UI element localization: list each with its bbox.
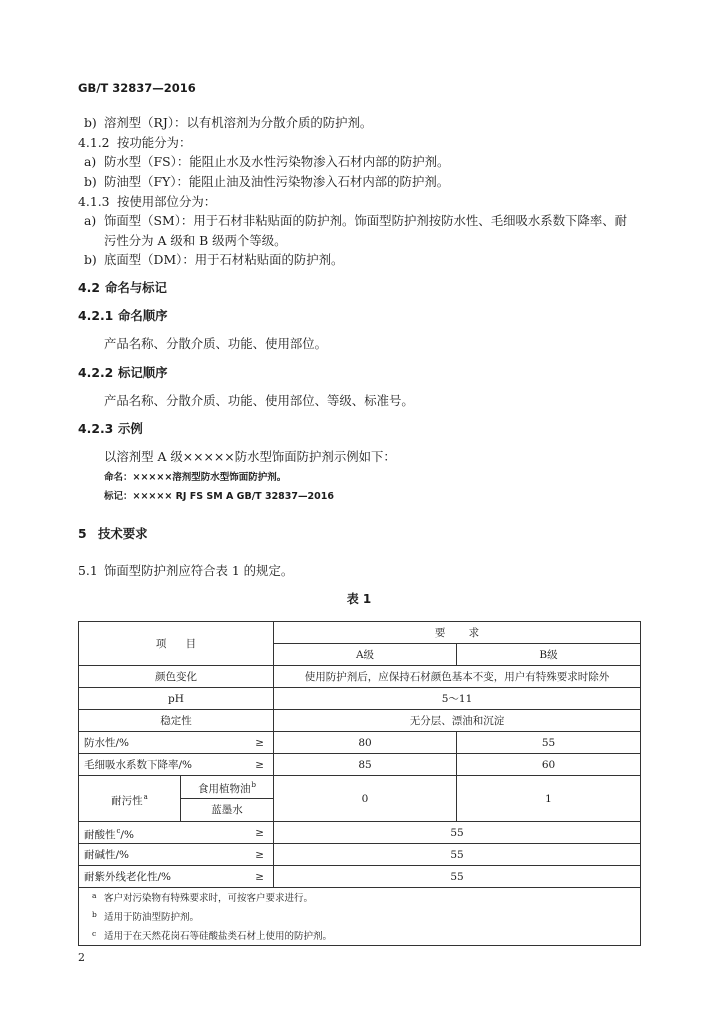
row-value-stain-grade-a: 0: [274, 776, 457, 822]
row-value-ph: 5～11: [274, 688, 641, 710]
operator-symbol: ≥: [255, 870, 264, 883]
list-item-continuation: 污性分为 A 级和 B 级两个等级。: [104, 233, 287, 248]
operator-symbol: ≥: [255, 848, 264, 861]
row-label-text: 食用植物油: [198, 783, 251, 795]
clause-number: 5: [78, 526, 87, 541]
row-label-text: 耐碱性/%: [84, 848, 130, 861]
list-item-oil-type: [84, 175, 449, 189]
row-value-capillary-grade-a: 85: [274, 754, 457, 776]
header-grade-b: B级: [457, 644, 641, 666]
table-row: [79, 666, 641, 688]
footnote-mark: b: [92, 910, 97, 919]
list-item-text: 防水型（FS）：能阻止水及水性污染物渗入石材内部的防护剂。: [104, 154, 450, 169]
clause-title: 按使用部位分为：: [117, 194, 217, 209]
clause-heading-4-2-2: [78, 366, 168, 380]
row-label-text: 防水性/%: [84, 736, 130, 749]
clause-number: 4.1.2: [78, 135, 110, 150]
example-marking: 标记：××××× RJ FS SM A GB/T 32837—2016: [104, 491, 334, 502]
row-sublabel-edible-oil: [181, 776, 274, 799]
clause-heading-4-1-2: [78, 136, 191, 150]
clause-heading-4-2-3: [78, 422, 143, 436]
header-grade-a: A级: [274, 644, 457, 666]
list-item-text: 饰面型（SM）：用于石材非粘贴面的防护剂。饰面型防护剂按防水性、毛细吸水系数下降率、耐: [104, 213, 627, 228]
footnote-ref: c: [116, 826, 121, 835]
table-row: [79, 732, 641, 754]
row-label-stability: 稳定性: [79, 710, 274, 732]
table-footnote-row: [79, 888, 641, 946]
row-value-water-grade-a: 80: [274, 732, 457, 754]
operator-symbol: ≥: [255, 826, 264, 839]
clause-number: 4.1.3: [78, 194, 110, 209]
list-item-back-type: [84, 253, 343, 267]
clause-number: 4.2: [78, 280, 100, 295]
list-item-text: 底面型（DM）：用于石材粘贴面的防护剂。: [104, 252, 344, 267]
row-label-water-repellency: [79, 732, 274, 754]
row-value-alkali-resistance: 55: [274, 844, 641, 866]
clause-title: 标记顺序: [118, 365, 168, 380]
table-caption: 表 1: [346, 592, 372, 606]
row-label-text: 耐紫外线老化性/%: [84, 870, 172, 883]
footnote-mark: a: [92, 891, 97, 900]
clause-title: 按功能分为：: [117, 135, 192, 150]
page-number: 2: [78, 951, 85, 964]
clause-number: 4.2.2: [78, 365, 114, 380]
row-value-water-grade-b: 55: [457, 732, 641, 754]
row-label-uv-aging: [79, 866, 274, 888]
clause-title: 示例: [118, 421, 143, 436]
clause-heading-4-1-3: [78, 195, 216, 209]
clause-body-4-2-1: 产品名称、分散介质、功能、使用部位。: [104, 336, 328, 351]
table-row: [79, 776, 641, 799]
operator-symbol: ≥: [255, 736, 264, 749]
row-value-stability: 无分层、漂油和沉淀: [274, 710, 641, 732]
row-sublabel-blue-ink: 蓝墨水: [181, 799, 274, 822]
list-item-solvent-type: [84, 116, 372, 130]
operator-symbol: ≥: [255, 758, 264, 771]
list-item-text: 防油型（FY）：能阻止油及油性污染物渗入石材内部的防护剂。: [104, 174, 450, 189]
table-1: [78, 621, 641, 946]
list-marker: b): [84, 174, 97, 189]
table-row: [79, 688, 641, 710]
row-label-capillary-reduction: [79, 754, 274, 776]
row-value-uv-aging: 55: [274, 866, 641, 888]
list-marker: a): [84, 213, 97, 228]
row-label-ph: pH: [79, 688, 274, 710]
clause-number: 4.2.1: [78, 308, 114, 323]
table-row: [79, 822, 641, 844]
table-footnote: [92, 926, 640, 945]
footnote-text: 客户对污染物有特殊要求时，可按客户要求进行。: [104, 893, 314, 904]
clause-body-4-2-3: 以溶剂型 A 级×××××防水型饰面防护剂示例如下：: [104, 449, 396, 464]
row-label-text: 耐污性: [111, 794, 143, 807]
row-value-color-change: 使用防护剂后，应保持石材颜色基本不变，用户有特殊要求时除外: [274, 666, 641, 688]
table-footnote: [92, 888, 640, 907]
list-marker: a): [84, 154, 97, 169]
table-row: [79, 754, 641, 776]
list-marker: b): [84, 252, 97, 267]
clause-body-4-2-2: 产品名称、分散介质、功能、使用部位、等级、标准号。: [104, 393, 414, 408]
clause-heading-5: [78, 527, 148, 541]
list-item-text: 溶剂型（RJ）：以有机溶剂为分散介质的防护剂。: [104, 115, 373, 130]
table-footnotes: [79, 888, 641, 946]
row-label-text: 耐酸性$^c$/%: [84, 826, 134, 841]
footnote-ref: a: [143, 792, 148, 801]
table-row: [79, 710, 641, 732]
row-label-color-change: 颜色变化: [79, 666, 274, 688]
row-value-stain-grade-b: 1: [457, 776, 641, 822]
clause-title: 技术要求: [98, 526, 148, 541]
table-row: [79, 866, 641, 888]
footnote-mark: c: [92, 929, 97, 938]
footnote-text: 适用于防油型防护剂。: [104, 912, 200, 923]
list-item-water-type: [84, 155, 449, 169]
table-header-row: [79, 622, 641, 644]
clause-text: 饰面型防护剂应符合表 1 的规定。: [104, 563, 294, 578]
footnote-text: 适用于在天然花岗石等硅酸盐类石材上使用的防护剂。: [104, 931, 333, 942]
clause-title: 命名与标记: [105, 280, 167, 295]
row-value-acid-resistance: 55: [274, 822, 641, 844]
row-label-alkali-resistance: [79, 844, 274, 866]
table-footnote: [92, 907, 640, 926]
standard-code: GB/T 32837—2016: [78, 81, 196, 95]
clause-number: 4.2.3: [78, 421, 114, 436]
clause-number: 5.1: [78, 563, 98, 578]
row-label-acid-resistance: [79, 822, 274, 844]
row-label-text: 毛细吸水系数下降率/%: [84, 758, 193, 771]
header-requirement: 要 求: [274, 622, 641, 644]
row-label-stain-resistance: [79, 776, 181, 822]
table-row: [79, 844, 641, 866]
clause-5-1: [78, 564, 293, 578]
row-value-capillary-grade-b: 60: [457, 754, 641, 776]
clause-title: 命名顺序: [118, 308, 168, 323]
header-item: 项 目: [79, 622, 274, 666]
clause-heading-4-2: [78, 281, 167, 295]
footnote-ref: b: [251, 781, 256, 789]
list-marker: b): [84, 115, 97, 130]
example-naming: 命名：×××××溶剂型防水型饰面防护剂。: [104, 472, 287, 483]
clause-heading-4-2-1: [78, 309, 168, 323]
list-item-facing-type: [84, 214, 627, 228]
